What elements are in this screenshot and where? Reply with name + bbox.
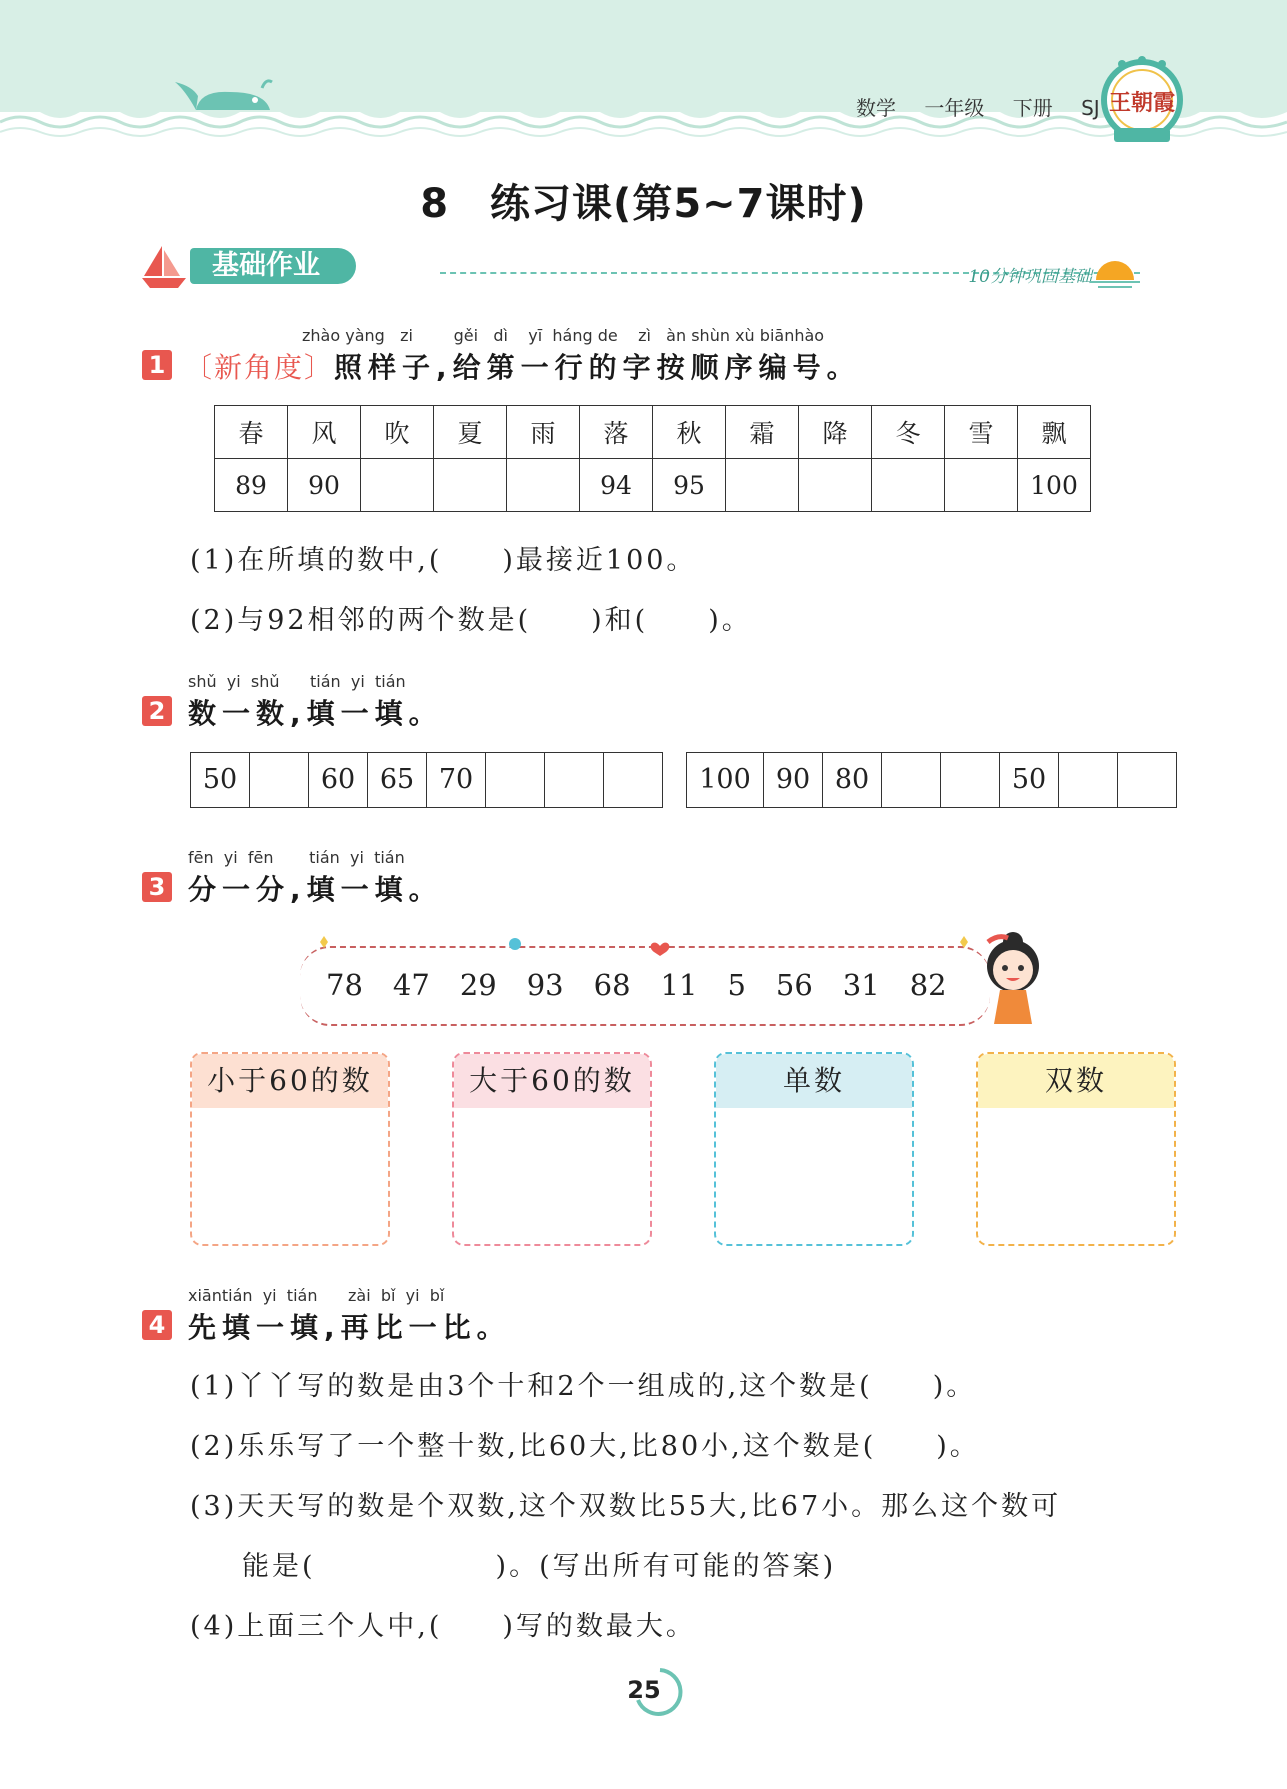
- q3-prompt: 分一分,填一填。: [188, 873, 443, 906]
- answer-cell[interactable]: [799, 459, 872, 512]
- q3-number: 3: [142, 872, 172, 902]
- sequence-answer-cell[interactable]: [1059, 753, 1118, 807]
- sequence-answer-cell[interactable]: [1118, 753, 1176, 807]
- table-cell: 冬: [872, 406, 945, 459]
- brand-badge: [1100, 56, 1184, 148]
- table-cell: 100: [1018, 459, 1091, 512]
- strip-decoration: [300, 936, 1020, 956]
- grade-label: 一年级: [924, 96, 985, 120]
- q1-tag: 〔新角度〕: [184, 351, 335, 384]
- sequence-cell: 80: [823, 753, 882, 807]
- number-item: 68: [593, 968, 631, 1002]
- q4-sub4: (4)上面三个人中,( )写的数最大。: [190, 1611, 696, 1642]
- number-item: 93: [526, 968, 564, 1002]
- q1-char-row: [215, 406, 1091, 459]
- answer-cell[interactable]: [726, 459, 799, 512]
- sequence-answer-cell[interactable]: [486, 753, 545, 807]
- category-label: 小于60的数: [192, 1054, 388, 1108]
- sequence-answer-cell[interactable]: [250, 753, 309, 807]
- table-cell: 94: [580, 459, 653, 512]
- section-label: 基础作业: [190, 248, 356, 284]
- q3-pinyin: fēn yi fēn tián yi tián: [188, 848, 405, 867]
- number-item: 47: [392, 968, 430, 1002]
- section-banner: [140, 242, 1180, 292]
- table-cell: 吹: [361, 406, 434, 459]
- q4-pinyin: xiāntián yi tián zài bǐ yi bǐ: [188, 1286, 445, 1305]
- number-strip: [300, 946, 990, 1026]
- number-item: 29: [459, 968, 497, 1002]
- q2-number: 2: [142, 696, 172, 726]
- category-label: 大于60的数: [454, 1054, 650, 1108]
- sequence-answer-cell[interactable]: [941, 753, 1000, 807]
- sailboat-icon: [140, 244, 188, 290]
- number-item: 56: [775, 968, 813, 1002]
- q1-prompt: [184, 346, 861, 386]
- q2-pinyin: shǔ yi shǔ tián yi tián: [188, 672, 406, 691]
- table-cell: 飘: [1018, 406, 1091, 459]
- q2-sequence-right: [686, 752, 1177, 808]
- category-box-odd[interactable]: [714, 1052, 914, 1246]
- table-cell: 89: [215, 459, 288, 512]
- sunrise-icon: [1090, 254, 1140, 290]
- answer-cell[interactable]: [434, 459, 507, 512]
- sequence-cell: 50: [191, 753, 250, 807]
- number-item: 11: [660, 968, 698, 1002]
- category-box-less-than-60[interactable]: [190, 1052, 390, 1246]
- table-cell: 落: [580, 406, 653, 459]
- sequence-cell: 60: [309, 753, 368, 807]
- answer-cell[interactable]: [361, 459, 434, 512]
- number-item: 78: [326, 968, 363, 1002]
- q4-prompt: 先填一填,再比一比。: [188, 1311, 511, 1344]
- sequence-cell: 50: [1000, 753, 1059, 807]
- q4-number: 4: [142, 1310, 172, 1340]
- q2-prompt: 数一数,填一填。: [188, 697, 443, 730]
- number-item: 5: [727, 968, 746, 1002]
- category-label: 单数: [716, 1054, 912, 1108]
- number-item: 31: [842, 968, 880, 1002]
- subject-label: 数学: [856, 96, 896, 120]
- sequence-answer-cell[interactable]: [604, 753, 662, 807]
- table-cell: 降: [799, 406, 872, 459]
- q1-sub1: (1)在所填的数中,( )最接近100。: [190, 545, 697, 576]
- q1-prompt-text: 照样子,给第一行的字按顺序编号。: [334, 351, 861, 384]
- q1-sub2: (2)与92相邻的两个数是( )和( )。: [190, 605, 752, 636]
- table-cell: 秋: [653, 406, 726, 459]
- sequence-cell: 90: [764, 753, 823, 807]
- page-number: 25: [627, 1676, 661, 1704]
- q4-sub3-line1: (3)天天写的数是个双数,这个双数比55大,比67小。那么这个数可: [190, 1491, 1062, 1522]
- cartoon-girl-icon: [958, 928, 1068, 1028]
- q1-pinyin: zhào yàng zi gěi dì yī háng de zì àn shùn xù biānhào: [302, 326, 825, 345]
- table-cell: 雨: [507, 406, 580, 459]
- table-cell: 90: [288, 459, 361, 512]
- answer-cell[interactable]: [872, 459, 945, 512]
- edition-label: SJ: [1081, 96, 1100, 120]
- answer-cell[interactable]: [945, 459, 1018, 512]
- q1-number: 1: [142, 350, 172, 380]
- number-item: 82: [909, 968, 947, 1002]
- q1-number-row: [215, 459, 1091, 512]
- q1-table: [214, 405, 1091, 512]
- q2-sequence-left: [190, 752, 663, 808]
- sequence-answer-cell[interactable]: [545, 753, 604, 807]
- sequence-cell: 100: [687, 753, 764, 807]
- sequence-answer-cell[interactable]: [882, 753, 941, 807]
- q4-sub2: (2)乐乐写了一个整十数,比60大,比80小,这个数是( )。: [190, 1431, 980, 1462]
- book-meta: [856, 92, 1122, 121]
- table-cell: 雪: [945, 406, 1018, 459]
- q4-sub3-line2: 能是( )。(写出所有可能的答案): [242, 1551, 837, 1582]
- page-title: 8 练习课(第5~7课时): [420, 181, 867, 227]
- header-band: [0, 0, 1287, 150]
- table-cell: 春: [215, 406, 288, 459]
- sequence-cell: 70: [427, 753, 486, 807]
- sequence-cell: 65: [368, 753, 427, 807]
- table-cell: 95: [653, 459, 726, 512]
- number-list: [326, 968, 977, 1002]
- category-box-even[interactable]: [976, 1052, 1176, 1246]
- table-cell: 霜: [726, 406, 799, 459]
- category-box-greater-than-60[interactable]: [452, 1052, 652, 1246]
- section-note: 10分钟巩固基础: [968, 267, 1092, 287]
- table-cell: 夏: [434, 406, 507, 459]
- category-label: 双数: [978, 1054, 1174, 1108]
- brand-name: 王朝霞: [1108, 90, 1175, 116]
- answer-cell[interactable]: [507, 459, 580, 512]
- table-cell: 风: [288, 406, 361, 459]
- volume-label: 下册: [1012, 96, 1053, 120]
- q4-sub1: (1)丫丫写的数是由3个十和2个一组成的,这个数是( )。: [190, 1371, 977, 1402]
